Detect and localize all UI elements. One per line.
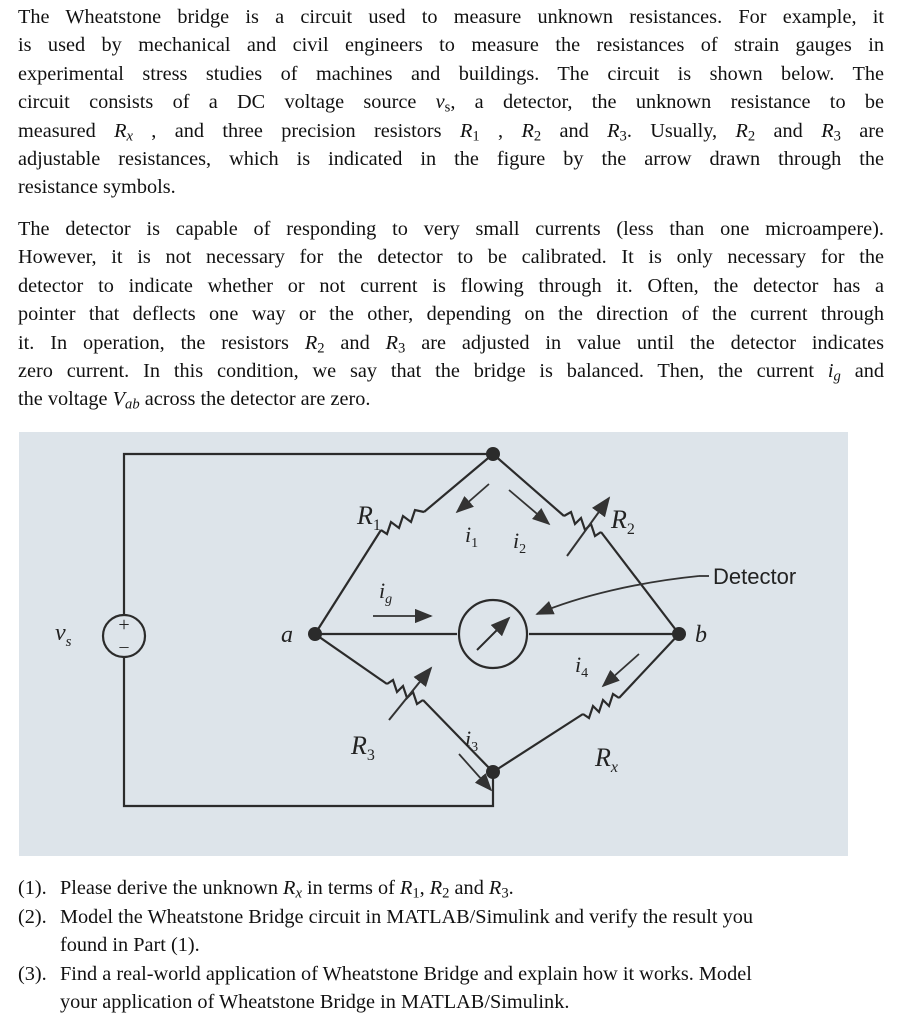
label-a: a	[281, 622, 293, 648]
label-i1: $i_1$	[465, 522, 479, 551]
text-line: However, it is not necessary for the detector to be calibrated. It is only necessary for the	[18, 246, 884, 269]
label-Rx: $R_x$	[595, 743, 618, 776]
label-vs: $v_s$	[55, 620, 72, 650]
question-2: (2). Model the Wheatstone Bridge circuit in MATLAB/Simulink and verify the result you found in Part (1).	[18, 903, 884, 960]
label-i4: $i_4$	[575, 652, 589, 681]
label-ig: $i_g$	[379, 578, 393, 607]
label-i3: $i_3$	[465, 726, 479, 755]
plus-sign: +	[118, 614, 130, 636]
paragraph-detector	[18, 215, 884, 414]
text-line: experimental stress studies of machines and buildings. The circuit is shown below. The	[18, 62, 884, 85]
detector-meter	[459, 600, 527, 668]
question-3: (3). Find a real-world application of Wheatstone Bridge and explain how it works. Model your application of Wheatstone Bridge in MATLAB/Simulink.	[18, 960, 884, 1017]
label-R1: $R_1$	[357, 501, 381, 534]
question-number: (2).	[18, 905, 47, 928]
text-line: resistance symbols.	[18, 176, 176, 199]
text-line: is used by mechanical and civil engineers to measure the resistances of strain gauges in	[18, 34, 884, 57]
questions-list	[18, 874, 884, 1017]
label-R3: $R_3$	[351, 731, 375, 764]
text-line: it. In operation, the resistors $R_2$ and $R_3$ are adjusted in value until the detector indicates	[18, 331, 884, 357]
label-detector: Detector	[713, 564, 797, 589]
node-b	[672, 627, 686, 641]
minus-sign: –	[119, 636, 129, 656]
text-line: The detector is capable of responding to very small currents (less than one microampere).	[18, 218, 884, 240]
question-number: (1).	[18, 877, 47, 899]
question-1: (1). Please derive the unknown $R_x$ in terms of $R_1$, $R_2$ and $R_3$.	[18, 874, 884, 903]
text-line: The Wheatstone bridge is a circuit used to measure unknown resistances. For example, it	[18, 6, 884, 28]
text-line: zero current. In this condition, we say that the bridge is balanced. Then, the current $i_g$ and	[18, 360, 884, 385]
text-line: circuit consists of a DC voltage source $v_s$, a detector, the unknown resistance to be	[18, 91, 884, 116]
node-bottom	[486, 765, 500, 779]
text-line: measured $R_x$ , and three precision resistors $R_1$ , $R_2$ and $R_3$. Usually, $R_2$ and $R_3$ are	[18, 119, 885, 145]
label-R2: $R_2$	[611, 505, 635, 538]
question-number: (3).	[18, 962, 47, 985]
text-line: pointer that deflects one way or the other, depending on the direction of the current through	[18, 303, 884, 326]
paragraph-intro	[18, 3, 884, 202]
voltage-source	[103, 614, 145, 657]
node-a	[308, 627, 322, 641]
text-line: adjustable resistances, which is indicated in the figure by the arrow drawn through the	[18, 148, 884, 171]
label-b: b	[695, 622, 707, 648]
text-line: the voltage $V_{ab}$ across the detector are zero.	[18, 388, 371, 414]
label-i2: $i_2$	[513, 528, 527, 557]
wheatstone-bridge-figure	[19, 432, 848, 856]
text-line: detector to indicate whether or not current is flowing through it. Often, the detector has a	[18, 274, 884, 297]
node-top	[486, 447, 500, 461]
